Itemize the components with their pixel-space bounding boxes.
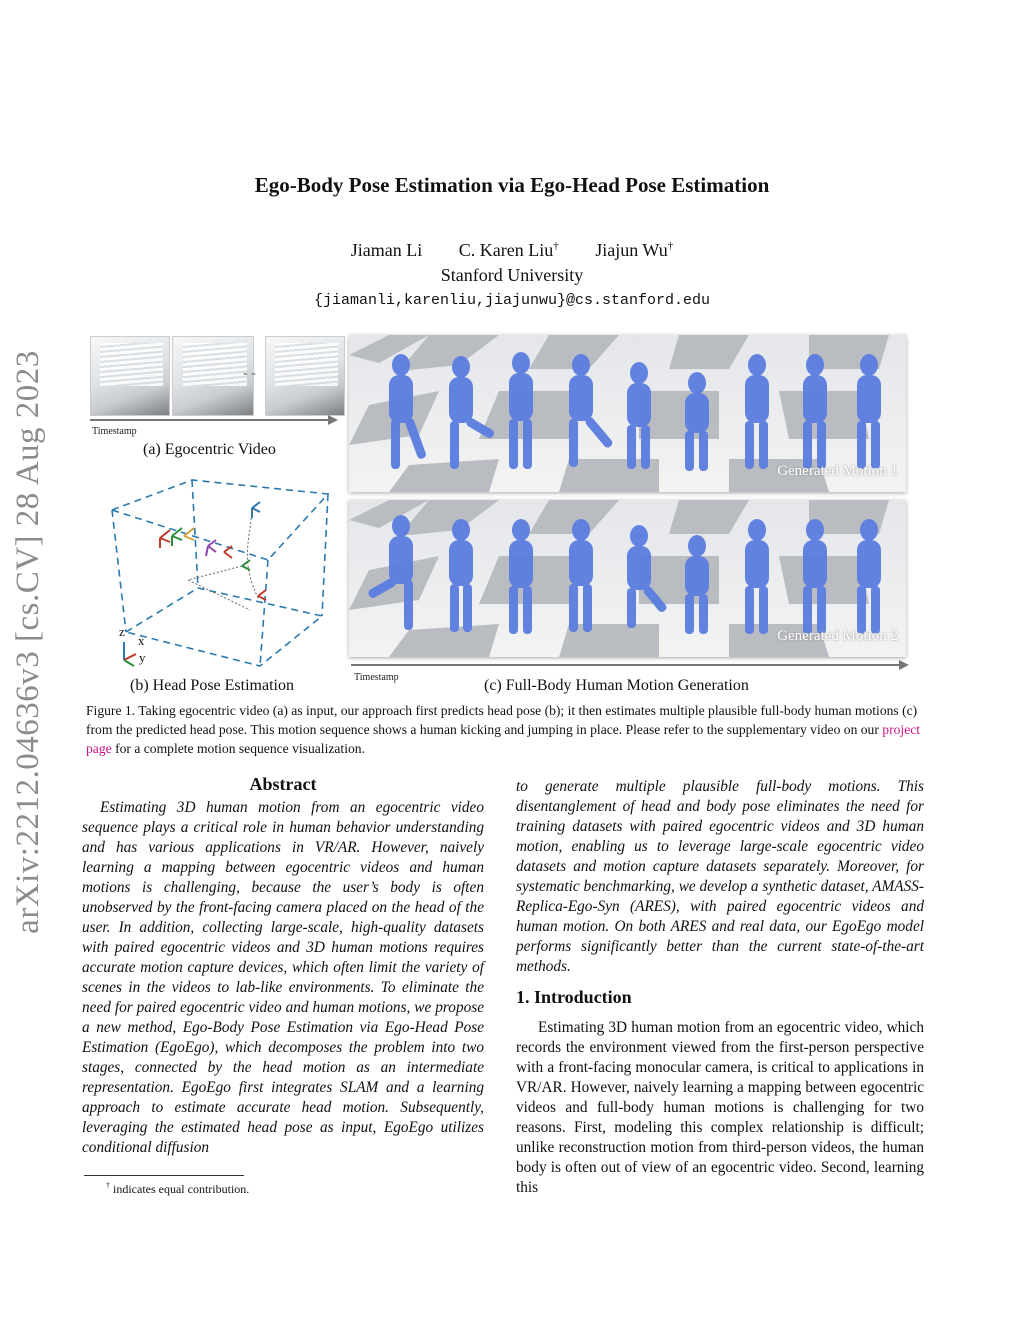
author-email: {jiamanli,karenliu,jiajunwu}@cs.stanford.edu (313, 292, 711, 309)
affiliation: Stanford University (440, 265, 584, 285)
video-frame-2 (172, 336, 254, 416)
author-3: Jiajun Wu† (595, 240, 674, 260)
panel-c-label: (c) Full-Body Human Motion Generation (484, 677, 749, 694)
author-2: C. Karen Liu† (458, 240, 559, 260)
panel-b-label: (b) Head Pose Estimation (130, 677, 294, 694)
motion-panel-2 (349, 500, 906, 657)
author-list (0, 240, 1024, 261)
introduction-text: Estimating 3D human motion from an egocentric video, which records the environment viewed from the first-person perspective with a front-facing monocular camera, is critical to applications in VR/AR. However, naively learning a mapping between egocentric videos and full-body human motions is challenging for two reasons. First, modeling this complex relationship is difficult; unlike reconstruction motion from third-person videos, the human body is often out of view of an egocentric video. Second, learning this (516, 1019, 924, 1196)
motion-panel-1 (349, 335, 906, 492)
arxiv-stamp: arXiv:2212.04636v3 [cs.CV] 28 Aug 2023 (10, 350, 46, 934)
timestamp-label-a: Timestamp (92, 426, 137, 437)
video-frame-3 (265, 336, 345, 416)
figure-caption: Figure 1. Taking egocentric video (a) as input, our approach first predicts head pose (b); it then estimates multiple plausible full-body human motions (c) from the predicted head pose. This motion sequence shows a human kicking and jumping in place. Please refer to the supplementary video on our project page for a complete motion sequence visualization. (86, 703, 921, 756)
generated-motion-1-label: Generated Motion 1 (777, 463, 898, 479)
abstract-text-left: Estimating 3D human motion from an egocentric video sequence plays a critical role in human behavior understanding and has various applications in VR/AR. However, naively learning a mapping between egocentric videos and human motions is challenging, because the user’s body is often unobserved by the front-facing camera placed on the head of the user. In addition, collecting large-scale, high-quality datasets with paired egocentric videos and 3D human motions requires accurate motion capture devices, which often limit the variety of scenes in the videos to lab-like environments. To eliminate the need for paired egocentric video and human motions, we propose a new method, Ego-Body Pose Estimation via Ego-Head Pose Estimation (EgoEgo), which decomposes the problem into two stages, connected by the head motion as an intermediate representation. EgoEgo first integrates SLAM and a learning approach to estimate accurate head motion. Subsequently, leveraging the estimated head pose as input, EgoEgo utilizes conditional diffusion (82, 799, 484, 1156)
footnote-divider (84, 1175, 244, 1176)
timestamp-arrow-c (349, 659, 911, 671)
video-frame-1 (90, 336, 170, 416)
project-page-link[interactable]: project page (86, 722, 921, 756)
axis-y-label: y (139, 650, 146, 665)
frame-ellipsis: - - (243, 366, 256, 381)
head-pose-plot (100, 470, 340, 670)
paper-title: Ego-Body Pose Estimation via Ego-Head Pose Estimation (254, 173, 770, 197)
axis-x-label: x (138, 633, 145, 648)
footnote: † indicates equal contribution. (106, 1181, 250, 1196)
window-blinds-image (275, 343, 337, 386)
timestamp-arrow-a (88, 414, 340, 426)
timestamp-label-c: Timestamp (354, 672, 399, 683)
generated-motion-2-label: Generated Motion 2 (777, 628, 898, 644)
window-blinds-image (100, 343, 162, 386)
abstract-heading: Abstract (249, 774, 317, 794)
introduction-heading: 1. Introduction (516, 987, 632, 1007)
window-blinds-image (183, 343, 247, 386)
axis-z-label: z (119, 624, 125, 639)
panel-a-label: (a) Egocentric Video (143, 441, 276, 458)
abstract-text-right: to generate multiple plausible full-body motions. This disentanglement of head and body pose eliminates the need for training datasets with paired egocentric videos and 3D human motion, enabling us to leverage large-scale egocentric video datasets and motion capture datasets separately. Moreover, for systematic benchmarking, we develop a synthetic dataset, AMASS-Replica-Ego-Syn (ARES), with paired egocentric videos and human motion. On both ARES and real data, our EgoEgo model performs significantly better than the current state-of-the-art methods. (516, 778, 924, 975)
author-1: Jiaman Li (350, 240, 423, 260)
